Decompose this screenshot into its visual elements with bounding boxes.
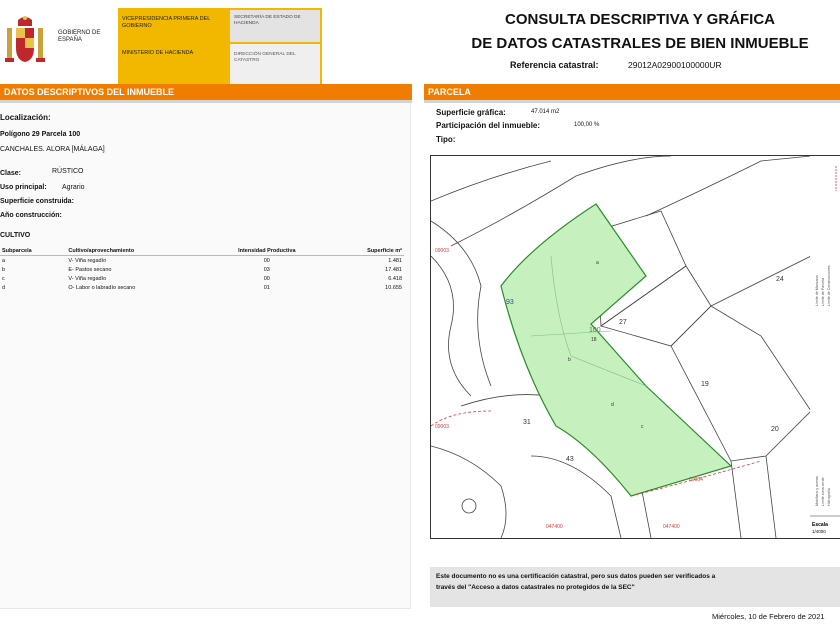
col-crop: Cultivo/aprovechamiento xyxy=(66,247,206,256)
participation-value: 100,00 % xyxy=(574,122,600,128)
parcel-header: PARCELA xyxy=(424,84,840,100)
subparcel-cell: d xyxy=(2,284,6,291)
road-label: 047400 xyxy=(663,524,680,530)
road-label: 047400 xyxy=(546,524,563,530)
cadastral-reference-value: 29012A02900100000UR xyxy=(628,60,722,70)
coat-of-arms-icon xyxy=(4,14,46,70)
subparcel-cell: a xyxy=(2,257,6,264)
scale-label: Escala xyxy=(812,522,828,528)
parcel-label-19: 19 xyxy=(701,381,709,388)
scale-value: 1/4000 xyxy=(812,529,826,534)
location-label: Localización: xyxy=(0,113,51,122)
crop-table xyxy=(0,247,404,292)
built-area-label: Superficie construida: xyxy=(0,198,74,205)
crop-table-header xyxy=(0,247,404,256)
area-cell: 6.418 xyxy=(388,275,402,282)
main-parcel-label: 100 xyxy=(589,327,601,334)
table-row xyxy=(0,274,404,283)
crop-cell: E- Pastos secano xyxy=(68,266,112,273)
subparcel-cell: b xyxy=(2,266,6,273)
pond-icon xyxy=(462,499,476,513)
subparcel-label-a: a xyxy=(596,260,599,266)
parcel-label-31: 31 xyxy=(523,419,531,426)
location-line-1: Polígono 29 Parcela 100 xyxy=(0,131,81,138)
parcel-label-18: 18 xyxy=(591,337,597,343)
participation-label: Participación del inmueble: xyxy=(436,121,541,130)
legend-item: Límite de Parcela xyxy=(821,278,825,306)
area-cell: 17.481 xyxy=(385,266,402,273)
construction-year-label: Año construcción: xyxy=(0,212,62,219)
legend-item: Límite zona verde xyxy=(821,477,825,506)
title-line-2: DE DATOS CATASTRALES DE BIEN INMUEBLE xyxy=(471,35,809,52)
descriptive-data-panel xyxy=(0,103,411,609)
document-date: Miércoles, 10 de Febrero de 2021 xyxy=(712,612,825,621)
disclaimer-note xyxy=(430,567,840,607)
cadastral-map[interactable] xyxy=(430,155,812,539)
road-label: 09003 xyxy=(435,248,449,254)
col-subparcel: Subparcela xyxy=(0,247,66,256)
crop-section-title: CULTIVO xyxy=(0,232,31,239)
directorate-name: DIRECCIÓN GENERAL DEL CATASTRO xyxy=(234,52,296,63)
note-line-1: Este documento no es una certificación catastral, pero sus datos pueden ser verificados a xyxy=(436,573,716,580)
parcel-label-24: 24 xyxy=(776,276,784,283)
graphic-area-label: Superficie gráfica: xyxy=(436,108,506,117)
subparcel-label-b: b xyxy=(568,357,571,363)
road-label: 09004 xyxy=(689,477,703,483)
table-row xyxy=(0,283,404,292)
graphic-area-value: 47.014 m2 xyxy=(531,109,560,115)
subparcel-cell: c xyxy=(2,275,5,282)
parcel-label-20: 20 xyxy=(771,426,779,433)
ministry-name: MINISTERIO DE HACIENDA xyxy=(122,50,194,56)
parcel-label-93: 93 xyxy=(506,299,514,306)
intensity-cell: 00 xyxy=(263,275,270,282)
vicepresidency-name: VICEPRESIDENCIA PRIMERA DEL GOBIERNO xyxy=(122,16,211,29)
location-line-2: CANCHALES. ALORA [MÁLAGA] xyxy=(0,146,105,153)
type-label: Tipo: xyxy=(436,135,456,144)
subparcel-label-d: d xyxy=(611,402,614,408)
area-cell: 10.655 xyxy=(385,284,402,291)
table-row xyxy=(0,265,404,274)
intensity-cell: 00 xyxy=(263,257,270,264)
crop-cell: V- Viña regadío xyxy=(68,275,107,282)
document-title xyxy=(440,8,840,56)
note-line-2: través del "Acceso a datos catastrales no protegidos de la SEC" xyxy=(436,584,635,591)
parcel-label-27: 27 xyxy=(619,319,627,326)
legend-item: Límite de Manzana xyxy=(815,275,819,306)
main-use-value: Agrario xyxy=(62,184,85,191)
header-shadow xyxy=(424,100,840,103)
class-label: Clase: xyxy=(0,170,22,177)
title-line-1: CONSULTA DESCRIPTIVA Y GRÁFICA xyxy=(504,11,775,28)
col-intensity: Intensidad Productiva xyxy=(206,247,327,256)
main-parcel[interactable] xyxy=(501,204,731,496)
subparcel-label-c: c xyxy=(641,424,644,430)
descriptive-data-header: DATOS DESCRIPTIVOS DEL INMUEBLE xyxy=(0,84,412,100)
road-label: 09003 xyxy=(435,424,449,430)
intensity-cell: 01 xyxy=(263,284,270,291)
government-name: GOBIERNO DE ESPAÑA xyxy=(58,30,101,43)
parcel-label-43: 43 xyxy=(566,456,574,463)
legend-item: Hidrografía xyxy=(827,488,831,506)
main-use-label: Uso principal: xyxy=(0,184,47,191)
class-value: RÚSTICO xyxy=(52,168,84,175)
map-legend xyxy=(810,155,840,539)
area-cell: 1.481 xyxy=(388,257,402,264)
intensity-cell: 03 xyxy=(263,266,270,273)
legend-item: Límite de Construcciones xyxy=(827,265,831,306)
cadastral-reference-label: Referencia catastral: xyxy=(510,60,599,70)
directorate-box xyxy=(230,44,320,84)
col-area: Superficie m² xyxy=(327,247,404,256)
crop-cell: V- Viña regadío xyxy=(68,257,107,264)
table-row xyxy=(0,256,404,266)
legend-item: Mobiliario y aceras xyxy=(815,476,819,506)
crop-cell: O- Labor o labradío secano xyxy=(68,284,136,291)
secretariat-name: SECRETARÍA DE ESTADO DE HACIENDA xyxy=(234,15,301,26)
